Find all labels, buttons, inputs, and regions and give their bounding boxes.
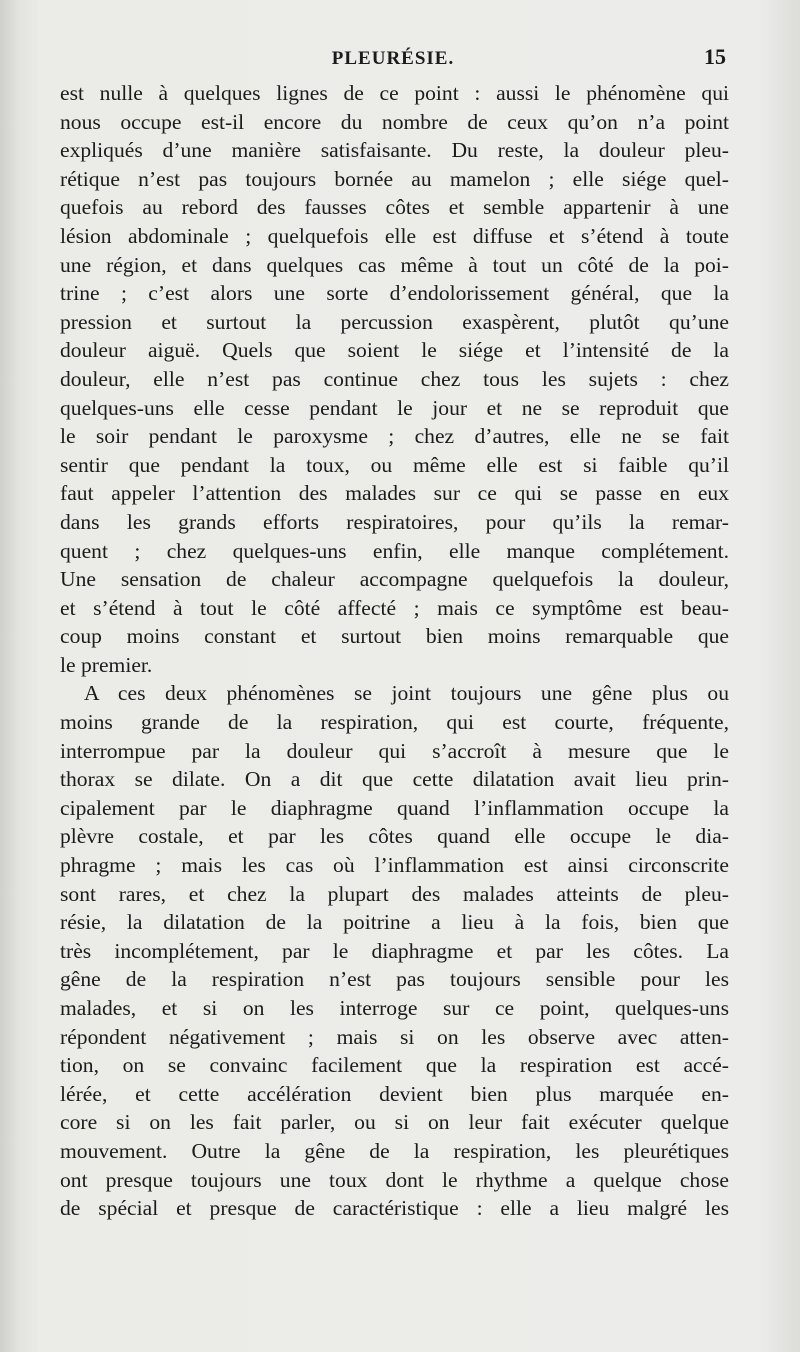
text-line: mouvement. Outre la gêne de la respiration, les pleurétiques bbox=[60, 1138, 729, 1163]
text-line: lérée, et cette accélération devient bien plus marquée en- bbox=[60, 1081, 729, 1106]
text-line: A ces deux phénomènes se joint toujours une gêne plus ou bbox=[84, 681, 729, 706]
text-line: interrompue par la douleur qui s’accroît à mesure que le bbox=[60, 738, 729, 763]
text-line: résie, la dilatation de la poitrine a lieu à la fois, bien que bbox=[60, 910, 729, 935]
text-line: douleur, elle n’est pas continue chez tous les sujets : chez bbox=[60, 366, 729, 391]
text-line: faut appeler l’attention des malades sur ce qui se passe en eux bbox=[60, 481, 729, 506]
text-line: douleur aiguë. Quels que soient le siége et l’intensité de la bbox=[60, 338, 729, 363]
text-line: tion, on se convainc facilement que la respiration est accé- bbox=[60, 1053, 729, 1078]
text-line: trine ; c’est alors une sorte d’endolorissement général, que la bbox=[60, 281, 729, 306]
text-line: malades, et si on les interroge sur ce point, quelques-uns bbox=[60, 996, 729, 1020]
text-line: gêne de la respiration n’est pas toujours sensible pour les bbox=[60, 967, 729, 992]
text-line: ont presque toujours une toux dont le rhythme a quelque chose bbox=[60, 1167, 729, 1192]
text-line: lésion abdominale ; quelquefois elle est diffuse et s’étend à toute bbox=[60, 223, 729, 248]
text-line: quefois au rebord des fausses côtes et semble appartenir à une bbox=[60, 195, 729, 220]
text-line: quent ; chez quelques-uns enfin, elle manque complétement. bbox=[60, 538, 729, 563]
text-line: pression et surtout la percussion exaspèrent, plutôt qu’une bbox=[60, 309, 729, 334]
text-line: est nulle à quelques lignes de ce point : aussi le phénomène qui bbox=[60, 81, 729, 105]
text-line: Une sensation de chaleur accompagne quelquefois la douleur, bbox=[60, 567, 729, 592]
text-line: une région, et dans quelques cas même à tout un côté de la poi- bbox=[60, 252, 729, 277]
page-header bbox=[60, 40, 726, 76]
text-line: cipalement par le diaphragme quand l’inflammation occupe la bbox=[60, 795, 729, 820]
text-line: de spécial et presque de caractéristique : elle a lieu malgré les bbox=[60, 1196, 729, 1221]
text-line: rétique n’est pas toujours bornée au mamelon ; elle siége quel- bbox=[60, 166, 729, 191]
text-line: thorax se dilate. On a dit que cette dilatation avait lieu prin- bbox=[60, 767, 729, 792]
text-line: le soir pendant le paroxysme ; chez d’autres, elle ne se fait bbox=[60, 424, 729, 449]
text-line: quelques-uns elle cesse pendant le jour et ne se reproduit que bbox=[60, 395, 729, 420]
text-line: et s’étend à tout le côté affecté ; mais ce symptôme est beau- bbox=[60, 595, 729, 620]
text-line: très incomplétement, par le diaphragme et par les côtes. La bbox=[60, 938, 729, 963]
text-line: nous occupe est-il encore du nombre de ceux qu’on n’a point bbox=[60, 109, 729, 134]
body-text bbox=[60, 79, 729, 1223]
text-line: sentir que pendant la toux, ou même elle est si faible qu’il bbox=[60, 452, 729, 477]
running-head: PLEURÉSIE. bbox=[331, 48, 455, 69]
text-line: plèvre costale, et par les côtes quand elle occupe le dia- bbox=[60, 824, 729, 849]
text-line: expliqués d’une manière satisfaisante. Du reste, la douleur pleu- bbox=[60, 138, 729, 163]
text-line: dans les grands efforts respiratoires, pour qu’ils la remar- bbox=[60, 509, 729, 534]
text-line: moins grande de la respiration, qui est courte, fréquente, bbox=[60, 710, 729, 735]
text-line: répondent négativement ; mais si on les observe avec atten- bbox=[60, 1024, 729, 1049]
text-line: core si on les fait parler, ou si on leur fait exécuter quelque bbox=[60, 1110, 729, 1135]
text-line: sont rares, et chez la plupart des malades atteints de pleu- bbox=[60, 881, 729, 906]
text-line: phragme ; mais les cas où l’inflammation est ainsi circonscrite bbox=[60, 853, 729, 878]
text-line: coup moins constant et surtout bien moins remarquable que bbox=[60, 624, 729, 649]
page-number: 15 bbox=[704, 44, 726, 69]
text-line: le premier. bbox=[60, 652, 153, 677]
